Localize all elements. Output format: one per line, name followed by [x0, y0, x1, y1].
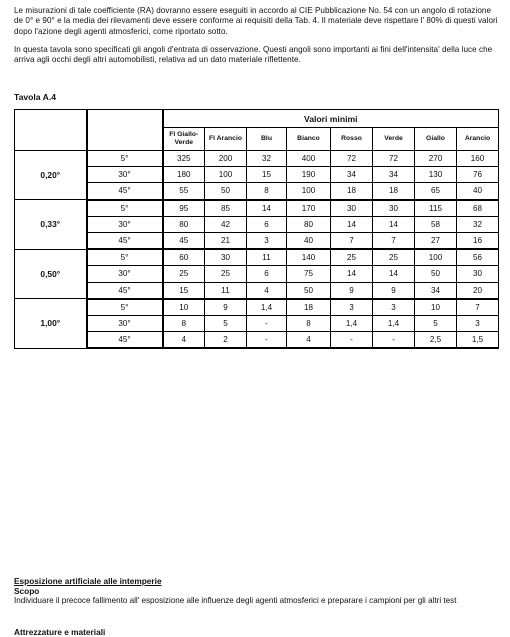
- value-cell: 100: [287, 183, 331, 200]
- value-cell: 11: [247, 249, 287, 266]
- column-header: Fl Giallo-Verde: [163, 128, 205, 151]
- column-header: Blu: [247, 128, 287, 151]
- value-cell: 27: [415, 232, 457, 249]
- group-header: Valori minimi: [163, 110, 499, 128]
- group-label: 0,20°: [15, 151, 87, 200]
- group-label: 0,50°: [15, 249, 87, 299]
- angle-cell: 30°: [87, 266, 163, 282]
- value-cell: 9: [331, 282, 373, 299]
- value-cell: 30: [373, 200, 415, 217]
- value-cell: 5: [415, 315, 457, 331]
- value-cell: 14: [331, 266, 373, 282]
- value-cell: 34: [415, 282, 457, 299]
- section-title: Esposizione artificiale alle intemperie: [14, 576, 162, 586]
- angle-cell: 45°: [87, 332, 163, 349]
- value-cell: 190: [287, 167, 331, 183]
- group-label: 0,33°: [15, 200, 87, 250]
- value-cell: 30: [457, 266, 499, 282]
- value-cell: 11: [205, 282, 247, 299]
- value-cell: 10: [415, 299, 457, 316]
- table-row: [15, 249, 499, 266]
- value-cell: 25: [205, 266, 247, 282]
- angle-cell: 45°: [87, 282, 163, 299]
- value-cell: 40: [287, 232, 331, 249]
- corner-cell: [15, 110, 87, 151]
- value-cell: 270: [415, 151, 457, 167]
- column-header: Fl Arancio: [205, 128, 247, 151]
- angle-cell: 45°: [87, 183, 163, 200]
- value-cell: 4: [287, 332, 331, 349]
- value-cell: 6: [247, 216, 287, 232]
- value-cell: -: [331, 332, 373, 349]
- value-cell: 56: [457, 249, 499, 266]
- value-cell: 1,4: [373, 315, 415, 331]
- value-cell: 200: [205, 151, 247, 167]
- group-label: 1,00°: [15, 299, 87, 349]
- value-cell: 40: [457, 183, 499, 200]
- value-cell: 7: [457, 299, 499, 316]
- table-row: [15, 282, 499, 299]
- table-row: [15, 167, 499, 183]
- section-subtitle: Scopo: [14, 586, 40, 596]
- column-header: Rosso: [331, 128, 373, 151]
- value-cell: 130: [415, 167, 457, 183]
- value-cell: 180: [163, 167, 205, 183]
- value-cell: 3: [373, 299, 415, 316]
- value-cell: 170: [287, 200, 331, 217]
- value-cell: 68: [457, 200, 499, 217]
- value-cell: 65: [415, 183, 457, 200]
- value-cell: 8: [163, 315, 205, 331]
- value-cell: 95: [163, 200, 205, 217]
- column-header: Giallo: [415, 128, 457, 151]
- value-cell: 80: [163, 216, 205, 232]
- value-cell: 50: [415, 266, 457, 282]
- value-cell: 1,5: [457, 332, 499, 349]
- value-cell: 34: [373, 167, 415, 183]
- value-cell: 16: [457, 232, 499, 249]
- value-cell: 2: [205, 332, 247, 349]
- value-cell: 3: [331, 299, 373, 316]
- angle-cell: 5°: [87, 200, 163, 217]
- value-cell: 55: [163, 183, 205, 200]
- value-cell: 8: [247, 183, 287, 200]
- value-cell: 50: [205, 183, 247, 200]
- value-cell: -: [247, 315, 287, 331]
- table-title: Tavola A.4: [14, 92, 57, 102]
- value-cell: 4: [247, 282, 287, 299]
- angle-cell: 45°: [87, 232, 163, 249]
- value-cell: 18: [373, 183, 415, 200]
- value-cell: -: [247, 332, 287, 349]
- value-cell: 45: [163, 232, 205, 249]
- value-cell: 25: [163, 266, 205, 282]
- value-cell: 3: [457, 315, 499, 331]
- column-header: Arancio: [457, 128, 499, 151]
- value-cell: 160: [457, 151, 499, 167]
- value-cell: 50: [287, 282, 331, 299]
- value-cell: 15: [163, 282, 205, 299]
- value-cell: 15: [247, 167, 287, 183]
- angle-header-cell: [87, 110, 163, 151]
- section-body: Individuare il precoce fallimento all' esposizione alle influenze degli agenti atmosferici e preparare i campioni per gli altri test: [14, 596, 457, 605]
- value-cell: 5: [205, 315, 247, 331]
- value-cell: 6: [247, 266, 287, 282]
- angle-cell: 5°: [87, 249, 163, 266]
- value-cell: 7: [331, 232, 373, 249]
- value-cell: 3: [247, 232, 287, 249]
- value-cell: 30: [331, 200, 373, 217]
- value-cell: 400: [287, 151, 331, 167]
- value-cell: 18: [287, 299, 331, 316]
- minimum-values-table: [14, 109, 499, 349]
- intro-paragraph-1: Le misurazioni di tale coefficiente (RA) dovranno essere eseguiti in accordo al CIE Pubblicazione No. 54 con un angolo di rotazione de 0° e 90° e la media dei rilevamenti deve essere conforme ai requisiti della Tab. 4. Il materiale deve rispettare l' 80% di questi valori dopo l'azione degli agenti atmosferici, come riportato sotto.: [14, 6, 498, 36]
- value-cell: 140: [287, 249, 331, 266]
- value-cell: 100: [415, 249, 457, 266]
- value-cell: 85: [205, 200, 247, 217]
- value-cell: 8: [287, 315, 331, 331]
- value-cell: 32: [247, 151, 287, 167]
- value-cell: 1,4: [331, 315, 373, 331]
- value-cell: 1,4: [247, 299, 287, 316]
- value-cell: 75: [287, 266, 331, 282]
- value-cell: 21: [205, 232, 247, 249]
- value-cell: 34: [331, 167, 373, 183]
- value-cell: 72: [373, 151, 415, 167]
- value-cell: 20: [457, 282, 499, 299]
- value-cell: 72: [331, 151, 373, 167]
- value-cell: 4: [163, 332, 205, 349]
- value-cell: 100: [205, 167, 247, 183]
- value-cell: 80: [287, 216, 331, 232]
- table-row: [15, 266, 499, 282]
- value-cell: 9: [205, 299, 247, 316]
- next-heading: Attrezzature e materiali: [14, 627, 106, 637]
- table-row: [15, 315, 499, 331]
- value-cell: 25: [373, 249, 415, 266]
- value-cell: 76: [457, 167, 499, 183]
- table-row: [15, 151, 499, 167]
- table-row: [15, 200, 499, 217]
- value-cell: 14: [373, 216, 415, 232]
- intro-paragraph-2: In questa tavola sono specificati gli angoli d'entrata di osservazione. Questi angoli sono importanti ai fini dell'intensita' della luce che arriva agli occhi degli altri automobilisti, relativa ad un dato materiale riflettente.: [14, 45, 493, 65]
- value-cell: 2,5: [415, 332, 457, 349]
- angle-cell: 5°: [87, 151, 163, 167]
- table-row: [15, 183, 499, 200]
- angle-cell: 5°: [87, 299, 163, 316]
- angle-cell: 30°: [87, 216, 163, 232]
- column-header: Verde: [373, 128, 415, 151]
- value-cell: 32: [457, 216, 499, 232]
- value-cell: 18: [331, 183, 373, 200]
- value-cell: 30: [205, 249, 247, 266]
- table-row: [15, 216, 499, 232]
- value-cell: 14: [331, 216, 373, 232]
- value-cell: 10: [163, 299, 205, 316]
- value-cell: 25: [331, 249, 373, 266]
- value-cell: -: [373, 332, 415, 349]
- table-row: [15, 232, 499, 249]
- table-row: [15, 332, 499, 349]
- value-cell: 325: [163, 151, 205, 167]
- value-cell: 14: [247, 200, 287, 217]
- value-cell: 42: [205, 216, 247, 232]
- value-cell: 7: [373, 232, 415, 249]
- value-cell: 115: [415, 200, 457, 217]
- column-header: Bianco: [287, 128, 331, 151]
- value-cell: 9: [373, 282, 415, 299]
- value-cell: 58: [415, 216, 457, 232]
- angle-cell: 30°: [87, 167, 163, 183]
- table-row: [15, 299, 499, 316]
- value-cell: 60: [163, 249, 205, 266]
- angle-cell: 30°: [87, 315, 163, 331]
- value-cell: 14: [373, 266, 415, 282]
